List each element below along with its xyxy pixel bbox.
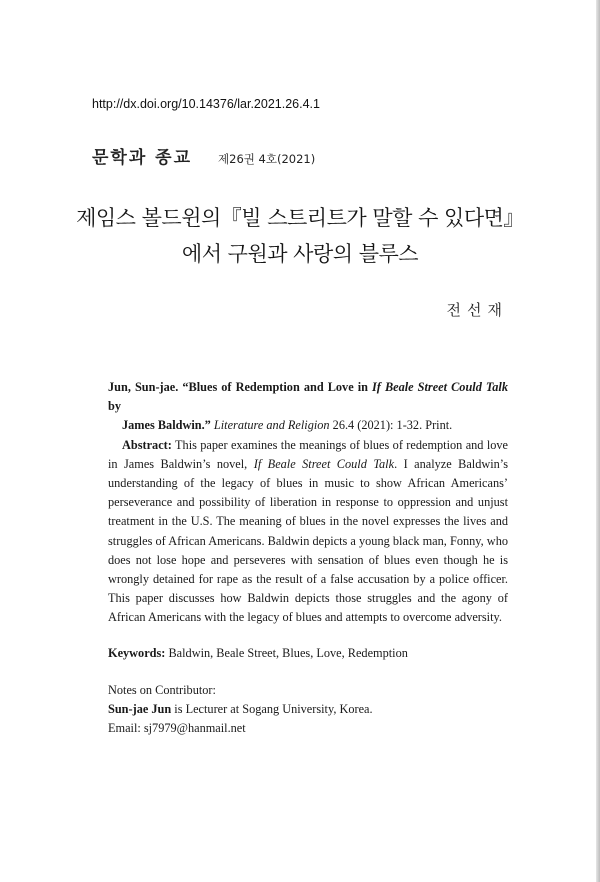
keywords xyxy=(108,644,508,663)
abstract-novel-title: If Beale Street Could Talk xyxy=(253,456,395,471)
citation-author2: James Baldwin.” xyxy=(122,418,211,433)
journal-header xyxy=(92,143,315,168)
contributor-notes xyxy=(108,681,508,739)
title-line-1: 제임스 볼드윈의『빌 스트리트가 말할 수 있다면』 xyxy=(76,206,524,230)
abstract-paragraph xyxy=(108,436,508,628)
abstract-text-1: This paper examines the meanings of blues of redemption and love in James Baldwin’s novel, xyxy=(108,437,509,471)
citation-by: by xyxy=(108,399,121,414)
abstract-text-2: . I analyze Baldwin’s understanding of the legacy of blues in music to show African Americans’ perseverance and possibility of liberation in response to oppression and unjust treatment in the U.S. The meaning of blues in the novel expresses the lives and struggles of African Americans. Baldwin depicts a young black man, Fonny, who does not lose hope and perseveres with sensation of blues even though he is wrongly detained for rape as the result of a false accusation by a police officer. This paper discusses how Baldwin depicts those struggles and the agony of African Americans with the legacy of blues and attempts to overcome adversity. xyxy=(108,456,509,625)
author-name: 전선재 xyxy=(446,301,508,319)
keywords-text: Baldwin, Beale Street, Blues, Love, Redemption xyxy=(168,645,408,660)
contributor-name: Sun-jae Jun xyxy=(108,702,172,717)
contributor-line xyxy=(108,700,508,719)
title-line-2: 에서 구원과 사랑의 블루스 xyxy=(181,242,419,266)
contributor-email[interactable]: Email: sj7979@hanmail.net xyxy=(108,721,246,736)
abstract-label: Abstract: xyxy=(122,437,172,452)
citation-author: Jun, Sun-jae. “Blues of Redemption and Love in xyxy=(108,380,368,394)
notes-heading: Notes on Contributor: xyxy=(108,682,216,697)
citation-details: 26.4 (2021): 1-32. Print. xyxy=(332,418,453,433)
journal-logo: 문학과 종교 xyxy=(92,148,193,168)
keywords-label: Keywords: xyxy=(108,645,166,660)
doi-link[interactable]: http://dx.doi.org/10.14376/lar.2021.26.4.1 xyxy=(92,97,320,111)
citation xyxy=(108,378,508,436)
page-edge-shadow xyxy=(596,0,600,882)
contributor-affiliation: is Lecturer at Sogang University, Korea. xyxy=(174,702,373,717)
paper-title xyxy=(0,200,600,272)
citation-journal: Literature and Religion xyxy=(213,418,330,433)
issue-info: 제26권 4호(2021) xyxy=(218,152,316,166)
abstract-section xyxy=(108,378,508,738)
citation-title: If Beale Street Could Talk xyxy=(372,380,508,394)
